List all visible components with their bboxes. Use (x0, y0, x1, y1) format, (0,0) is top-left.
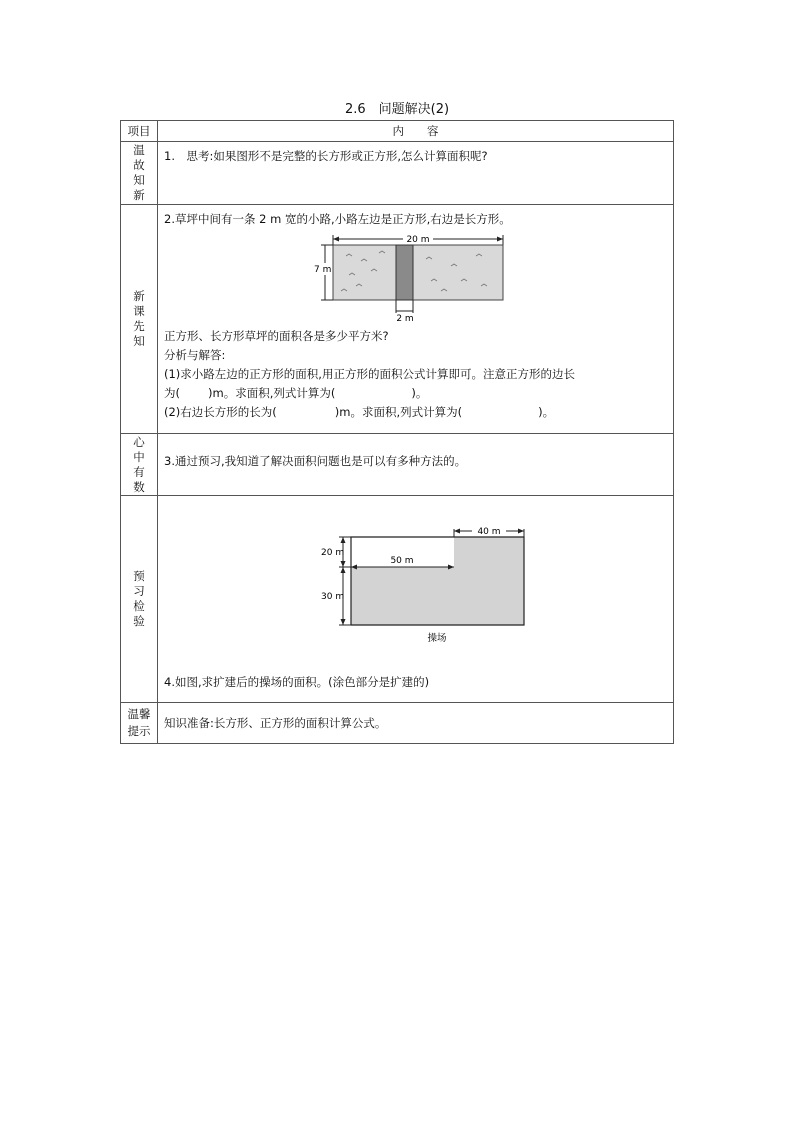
header-content-cell: 内 容 (158, 121, 674, 142)
header-item-cell: 项目 (121, 121, 158, 142)
lawn-side-label: 7 m (313, 265, 331, 275)
dim-30-label: 30 m (320, 592, 344, 602)
table-header-row (121, 121, 674, 142)
section-reflection (121, 434, 674, 496)
playground-caption: 操场 (426, 633, 447, 644)
section-new-lesson (121, 205, 674, 434)
dim-40-label: 40 m (476, 527, 501, 537)
dim-50-label: 50 m (389, 556, 414, 566)
playground-diagram (296, 519, 536, 649)
dim-20-label: 20 m (320, 548, 344, 558)
section-new-lesson-label: 新课先知 (133, 289, 145, 348)
analysis-step1-line2: 为( )m。求面积,列式计算为( )。 (164, 386, 428, 400)
dim-30-arrow-bottom (340, 619, 345, 625)
lawn-question: 正方形、长方形草坪的面积各是多少平方米? (164, 329, 389, 343)
lawn-rect (333, 245, 503, 300)
lawn-bottom-label: 2 m (395, 314, 414, 323)
worksheet-table (120, 120, 674, 744)
dim-40-arrow-left (454, 529, 460, 534)
section-check (121, 496, 674, 703)
section-review-label: 温故知新 (133, 143, 145, 202)
dim-30-arrow-top (340, 567, 345, 573)
section-tips-label: 温馨提示 (127, 707, 151, 738)
analysis-step2: (2)右边长方形的长为( )m。求面积,列式计算为( )。 (164, 405, 555, 419)
dim-20-arrow-top (340, 537, 345, 543)
dim-20-arrow-bottom (340, 561, 345, 567)
analysis-step1-line1: (1)求小路左边的正方形的面积,用正方形的面积公式计算即可。注意正方形的边长 (164, 367, 575, 381)
reflection-text: 3.通过预习,我知道了解决面积问题也是可以有多种方法的。 (164, 454, 467, 468)
lawn-top-arrow-right (497, 237, 503, 242)
lawn-diagram (311, 231, 521, 323)
page-title: 2.6 问题解决(2) (344, 102, 450, 117)
analysis-title: 分析与解答: (164, 348, 226, 362)
dim-40-arrow-right (518, 529, 524, 534)
section-review (121, 142, 674, 205)
review-question: 1. 思考:如果图形不是完整的长方形或正方形,怎么计算面积呢? (164, 149, 488, 163)
lawn-top-arrow-left (333, 237, 339, 242)
check-question: 4.如图,求扩建后的操场的面积。(涂色部分是扩建的) (164, 675, 430, 689)
section-reflection-label: 心中有数 (133, 434, 145, 494)
section-tips (121, 703, 674, 744)
lawn-top-label: 20 m (405, 235, 430, 245)
section-check-label: 预习检验 (133, 569, 145, 628)
lawn-intro: 2.草坪中间有一条 2 m 宽的小路,小路左边是正方形,右边是长方形。 (164, 212, 511, 226)
tips-text: 知识准备:长方形、正方形的面积计算公式。 (164, 715, 387, 730)
lawn-path (396, 245, 413, 300)
